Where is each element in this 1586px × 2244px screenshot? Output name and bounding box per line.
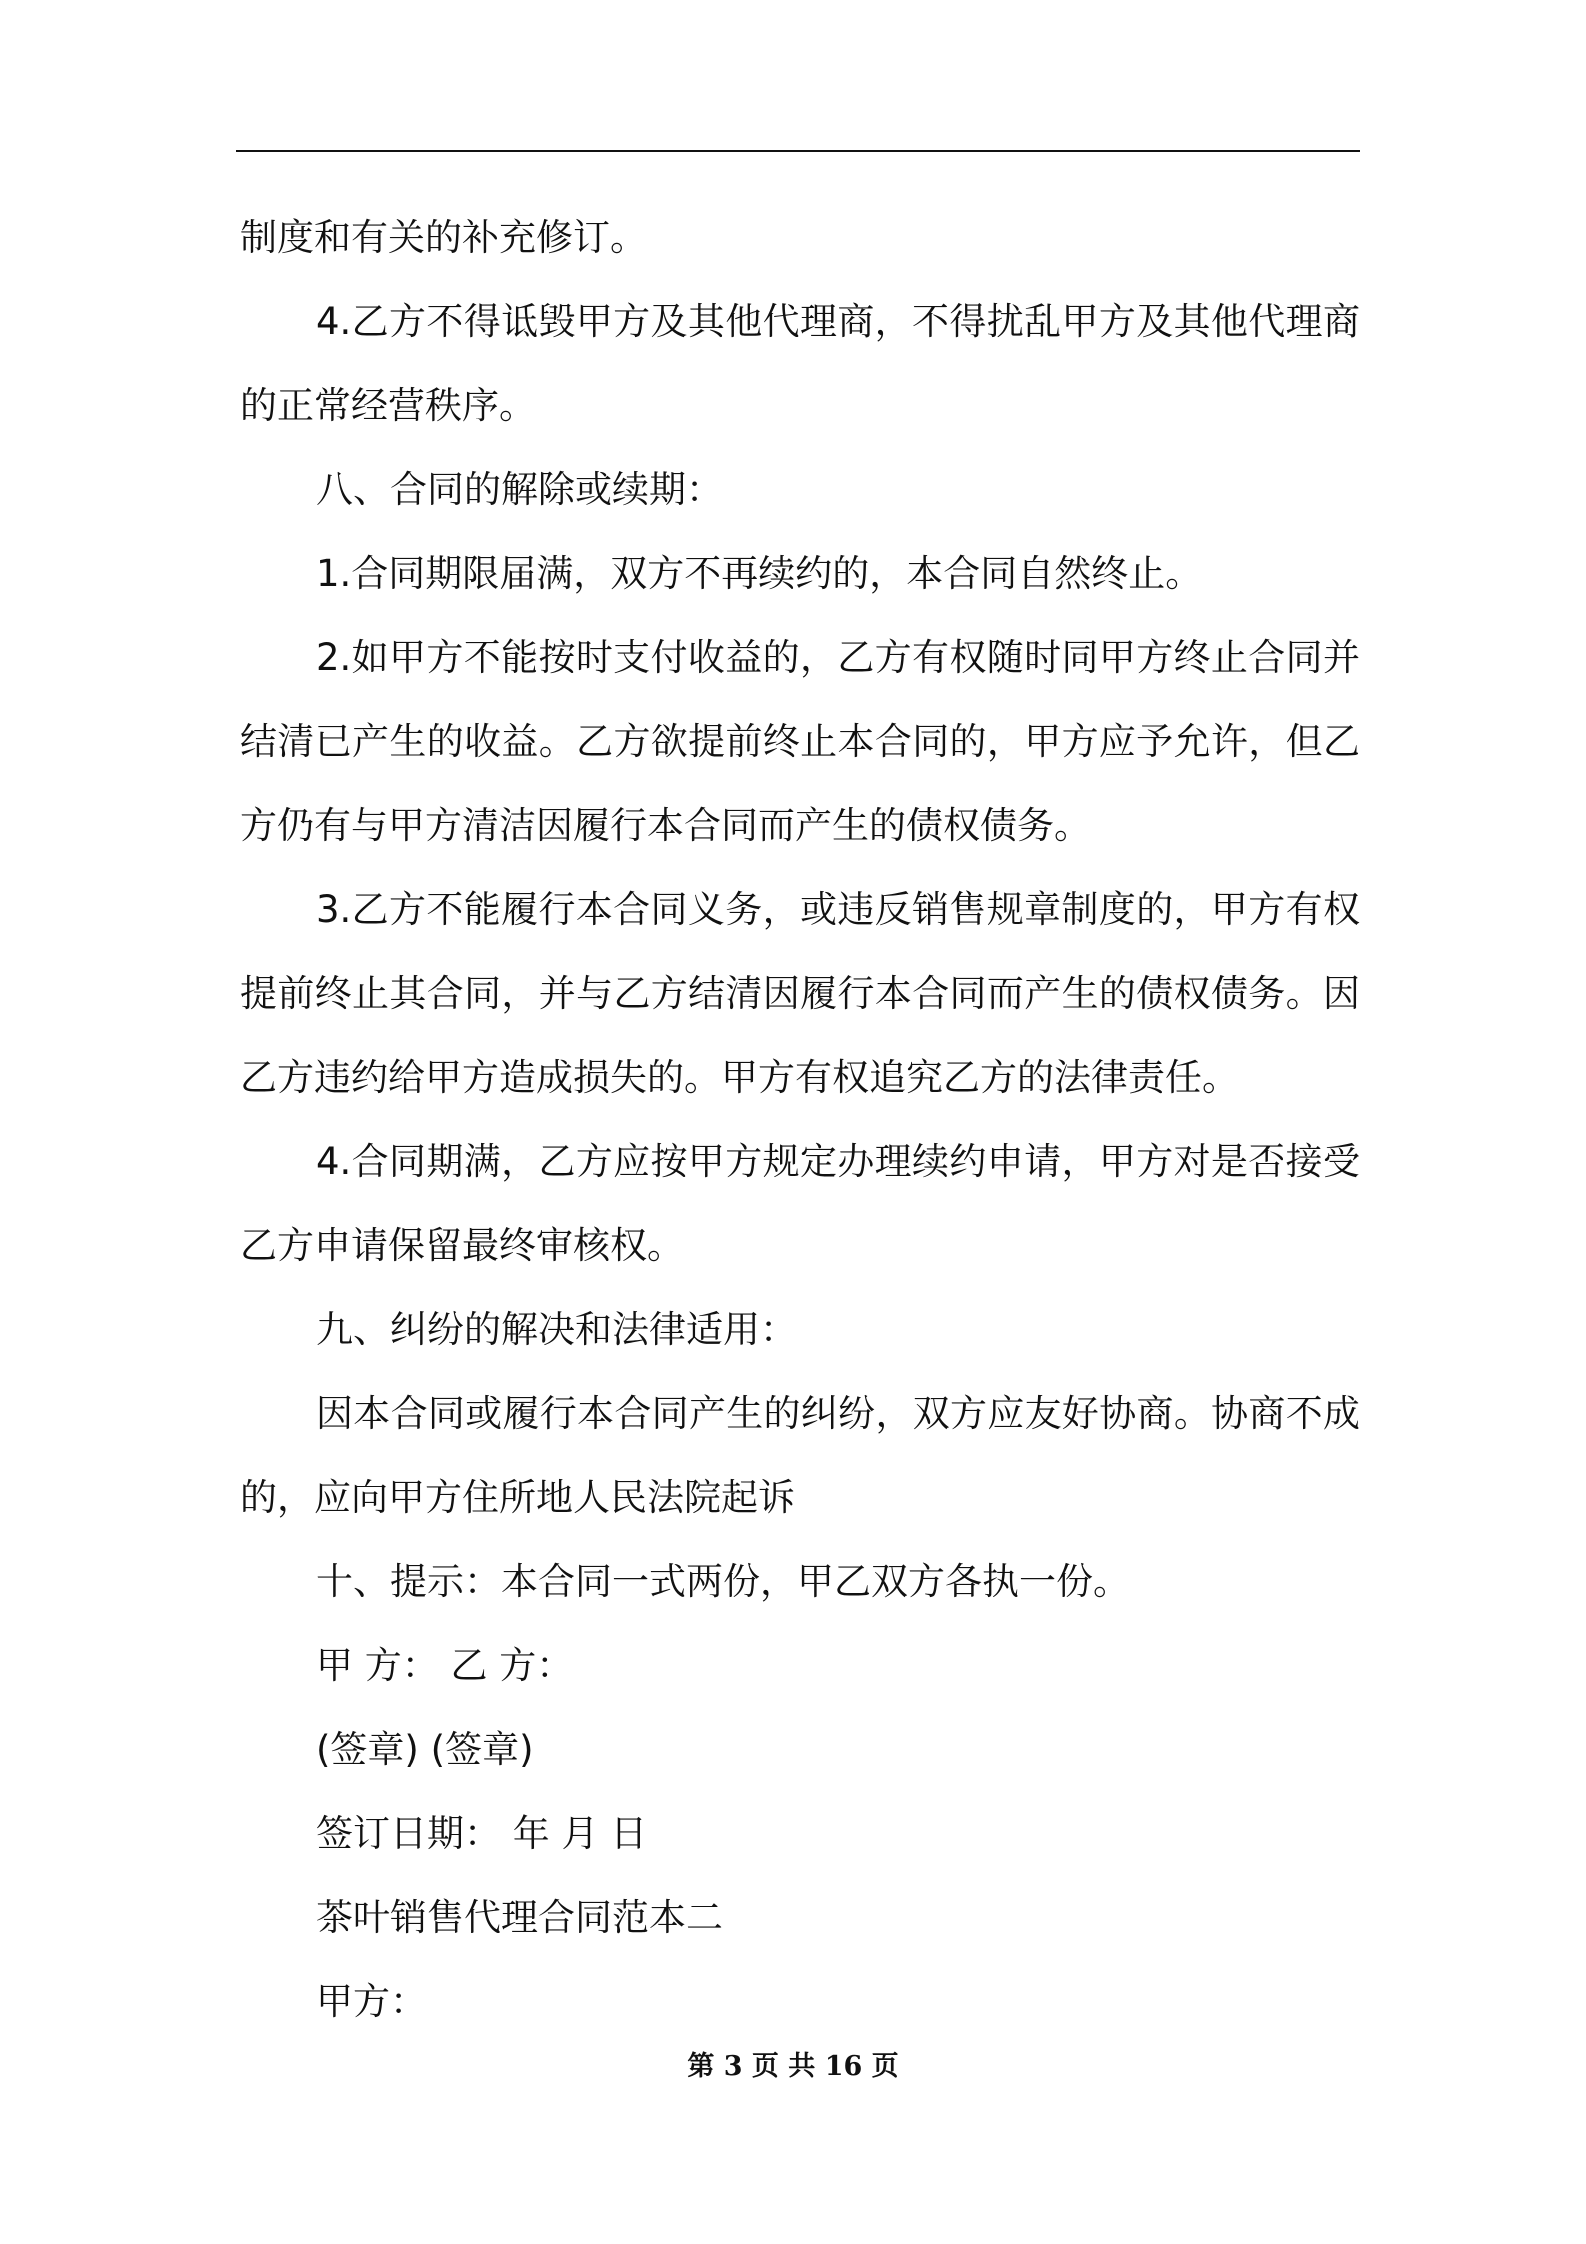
document-body (240, 196, 1360, 2044)
paragraph-termination-4: 4.合同期满，乙方应按甲方规定办理续约申请，甲方对是否接受乙方申请保留最终审核权。 (240, 1140, 1360, 1267)
section-notice: 十、提示：本合同一式两份，甲乙双方各执一份。 (316, 1560, 1130, 1603)
header-rule (236, 150, 1360, 152)
paragraph-termination-2: 2.如甲方不能按时支付收益的，乙方有权随时同甲方终止合同并结清已产生的收益。乙方欲提前终止本合同的，甲方应予允许，但乙方仍有与甲方清洁因履行本合同而产生的债权债务。 (240, 636, 1360, 847)
paragraph-disputes: 因本合同或履行本合同产生的纠纷，双方应友好协商。协商不成的，应向甲方住所地人民法院起诉 (240, 1392, 1360, 1519)
section-heading-disputes: 九、纠纷的解决和法律适用： (316, 1308, 797, 1351)
section-heading-termination: 八、合同的解除或续期： (316, 468, 723, 511)
signature-date-line: 签订日期： 年 月 日 (316, 1812, 648, 1855)
next-contract-party-a: 甲方： (316, 1980, 427, 2023)
paragraph-continuation: 制度和有关的补充修订。 (240, 216, 647, 259)
page-number-footer: 第 3 页 共 16 页 (687, 2051, 899, 2082)
paragraph-termination-1: 1.合同期限届满，双方不再续约的，本合同自然终止。 (316, 552, 1203, 595)
signature-party-line: 甲 方： 乙 方： (316, 1644, 574, 1687)
next-contract-title: 茶叶销售代理合同范本二 (316, 1896, 723, 1939)
paragraph-termination-3: 3.乙方不能履行本合同义务，或违反销售规章制度的，甲方有权提前终止其合同，并与乙方结清因履行本合同而产生的债权债务。因乙方违约给甲方造成损失的。甲方有权追究乙方的法律责任。 (240, 888, 1360, 1099)
signature-seal-line: (签章) (签章) (316, 1728, 534, 1771)
paragraph-clause-4-defamation: 4.乙方不得诋毁甲方及其他代理商，不得扰乱甲方及其他代理商的正常经营秩序。 (240, 300, 1360, 427)
